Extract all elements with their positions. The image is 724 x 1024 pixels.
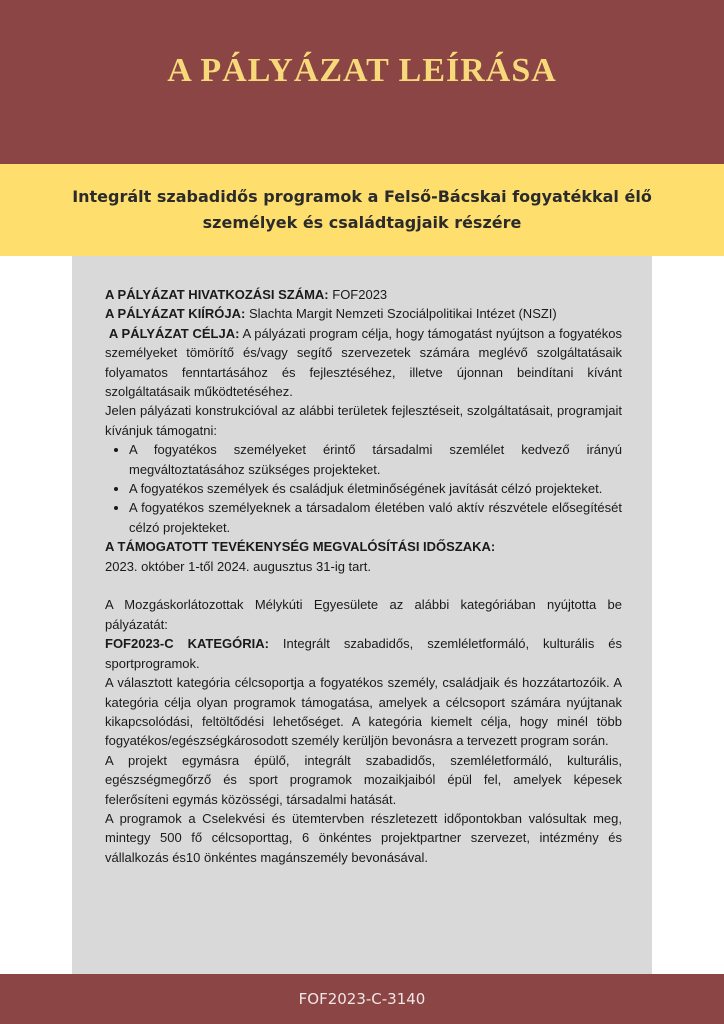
reference-label: A PÁLYÁZAT HIVATKOZÁSI SZÁMA: xyxy=(105,287,329,302)
list-item: • A fogyatékos személyek és családjuk életminőségének javítását célzó projekteket. xyxy=(129,479,622,498)
reference-value: FOF2023 xyxy=(328,287,388,302)
list-item: • A fogyatékos személyeknek a társadalom életében való aktív részvétele elősegítését célzó projekteket. xyxy=(129,498,622,537)
category-value: Integrált szabadidős, szemléletformáló, kulturális és sportprogramok. xyxy=(105,636,623,671)
category-label: FOF2023-C KATEGÓRIA: xyxy=(105,636,269,652)
applicant-paragraph: A Mozgáskorlátozottak Mélykúti Egyesülete az alábbi kategóriában nyújtotta be pályázatát: xyxy=(105,597,622,632)
bullet-list xyxy=(105,440,622,537)
goal-label: A PÁLYÁZAT CÉLJA: xyxy=(108,325,240,341)
spacer xyxy=(105,576,622,595)
paragraph-target-group: A választott kategória célcsoportja a fogyatékos személy, családjaik és hozzátartozóik. A kategória célja olyan programok támogatása, amelyek a célcsoport számára nyújtanak kikapcsolódási, feltöltődési lehetőséget. A kategória kiemelt célja, hogy minél több fogyatékos/egészségkárosodott személy kerüljön bevonásra a tervezett program során. xyxy=(105,675,622,749)
goal-paragraph xyxy=(105,324,622,402)
goal-value: A pályázati program célja, hogy támogatást nyújtson a fogyatékos személyeket tömörítő és/vagy segítő szervezetek számára meglévő szolgáltatásaik folyamatos fenntartásához és fejlesztéséhez, illetve újonnan beindítani kívánt szolgáltatásaik működtetéséhez. xyxy=(105,325,622,400)
period-heading xyxy=(105,537,622,556)
reference-line xyxy=(105,285,622,304)
paragraph-programs: A programok a Cselekvési és ütemtervben részletezett időpontokban valósultak meg, mintegy 500 fő célcsoporttag, 6 önkéntes projektpartner szervezet, intézmény és vállalkozás és10 önkéntes magánszemély bevonásával. xyxy=(105,810,622,865)
paragraph-project: A projekt egymásra épülő, integrált szabadidős, szemléletformáló, kulturális, egészségmegőrző és sport programok mozaikjaiból épül fel, amelyek képesek felerősíteni egymás közösségi, társadalmi hatását. xyxy=(105,752,622,807)
issuer-line xyxy=(105,304,622,323)
content xyxy=(105,285,622,867)
footer-code: FOF2023-C-3140 xyxy=(298,990,426,1008)
period-value: 2023. október 1-től 2024. augusztus 31-ig tart. xyxy=(105,558,371,574)
period-label: A TÁMOGATOTT TEVÉKENYSÉG MEGVALÓSÍTÁSI IDŐSZAKA: xyxy=(105,539,496,555)
page-subtitle: Integrált szabadidős programok a Felső-Bácskai fogyatékkal élő személyek és családtagjaik részére xyxy=(72,187,652,232)
issuer-value: Slachta Margit Nemzeti Szociálpolitikai Intézet (NSZI) xyxy=(245,306,557,322)
intro-paragraph: Jelen pályázati konstrukcióval az alábbi területek fejlesztéseit, szolgáltatásait, programjait kívánjuk támogatni: xyxy=(105,403,622,438)
issuer-label: A PÁLYÁZAT KIÍRÓJA: xyxy=(105,306,246,322)
list-item: • A fogyatékos személyeket érintő társadalmi szemlélet kedvező irányú megváltoztatásához szükséges projekteket. xyxy=(129,440,622,479)
page-title: A PÁLYÁZAT LEÍRÁSA xyxy=(167,52,557,89)
category-line xyxy=(105,634,622,673)
